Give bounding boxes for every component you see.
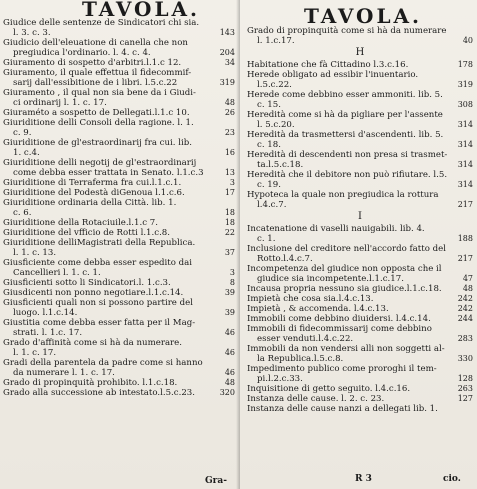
entry-text: Instanza delle cause. l. 2. c. 23. xyxy=(247,394,385,404)
entry-text: Giuriditione del Podestà diGenoua l.1.c.6. xyxy=(3,188,185,198)
index-entry xyxy=(247,384,473,394)
entry-page-number: 319 xyxy=(457,80,473,89)
entry-text: Giuraméto a sospetto de Dellegati.l.1.c 10. xyxy=(3,108,190,118)
entry-reference: esser venduti.l.4.c.22. xyxy=(257,334,354,344)
entry-page-number: 263 xyxy=(457,384,473,393)
entry-page-number: 17 xyxy=(224,188,235,197)
index-entry xyxy=(247,170,473,190)
entry-text: Giusdicenti non ponno negotiare.l.1.c.14. xyxy=(3,288,184,298)
index-entry xyxy=(247,224,473,244)
entry-text: Grado alla successione ab intestato.l.5.c.23. xyxy=(3,388,195,398)
entry-page-number: 319 xyxy=(219,78,235,87)
index-entry xyxy=(3,118,235,138)
entry-text: Giudicio dell'eleuatione di canella che non xyxy=(3,38,188,48)
index-entry xyxy=(3,178,235,188)
entry-text: Heredità che il debitore non può rifiutare. l.5. xyxy=(247,170,448,180)
entry-page-number: 244 xyxy=(457,314,473,323)
index-entry xyxy=(3,228,235,238)
entry-page-number: 178 xyxy=(457,60,473,69)
index-entry xyxy=(3,338,235,358)
right-page-title: TAVOLA. xyxy=(304,4,422,28)
entry-reference: sarij dall'essibitione de i libri. l.5.c.22 xyxy=(13,78,178,88)
entry-page-number: 22 xyxy=(224,228,235,237)
entry-page-number: 37 xyxy=(224,248,235,257)
entry-text: Giuriditione delli negotij de gl'estraordinarij xyxy=(3,158,197,168)
entry-page-number: 39 xyxy=(224,288,235,297)
entry-reference: l.4.c.7. xyxy=(257,200,287,210)
entry-page-number: 3 xyxy=(229,178,235,187)
index-entry xyxy=(247,264,473,284)
right-page xyxy=(240,0,477,489)
entry-page-number: 128 xyxy=(457,374,473,383)
entry-text: Heredità da trasmettersi d'ascendenti. lib. 5. xyxy=(247,130,444,140)
index-entry xyxy=(3,288,235,298)
entry-reference: c. 15. xyxy=(257,100,281,110)
entry-page-number: 314 xyxy=(457,120,473,129)
index-entry xyxy=(247,190,473,210)
index-entry xyxy=(3,88,235,108)
entry-text: Giuriditione delliMagistrati della Republica. xyxy=(3,238,196,248)
index-entry xyxy=(3,278,235,288)
entry-text: Giuramento di sospetto d'arbitri.l.1.c 12. xyxy=(3,58,182,68)
index-entry xyxy=(3,238,235,258)
entry-reference: l.5.c.22. xyxy=(257,80,292,90)
entry-page-number: 308 xyxy=(457,100,473,109)
entry-text: Herede come debbino esser ammoniti. lib. 5. xyxy=(247,90,443,100)
entry-text: Giuramento , il qual non sia bene da i Giudi- xyxy=(3,88,196,98)
entry-text: Grado d'affinità come si hà da numerare. xyxy=(3,338,182,348)
entry-text: Instanza delle cause nanzi a dellegati lib. 1. xyxy=(247,404,438,414)
entry-page-number: 26 xyxy=(224,108,235,117)
entry-reference: c. 19. xyxy=(257,180,281,190)
index-entry xyxy=(3,18,235,38)
entry-page-number: 204 xyxy=(219,48,235,57)
entry-page-number: 48 xyxy=(224,378,235,387)
entry-text: Giuriditione della Rotaciuile.l.1.c 7. xyxy=(3,218,158,228)
index-entry xyxy=(247,130,473,150)
index-entry xyxy=(247,26,473,46)
entry-page-number: 48 xyxy=(224,98,235,107)
entry-text: Immobili di fidecommissarij come debbino xyxy=(247,324,432,334)
index-entry xyxy=(247,404,473,414)
entry-text: Heredità di descendenti non presa si trasmet- xyxy=(247,150,448,160)
entry-page-number: 314 xyxy=(457,160,473,169)
entry-page-number: 46 xyxy=(224,348,235,357)
index-entry xyxy=(247,394,473,404)
entry-reference: ta.l.5.c.18. xyxy=(257,160,304,170)
entry-reference: strati. l. 1.c. 17. xyxy=(13,328,83,338)
entry-text: Giudice delle sentenze de Sindicatori chi sia. xyxy=(3,18,200,28)
entry-page-number: 23 xyxy=(224,128,235,137)
entry-reference: Cancellieri l. 1. c. 1. xyxy=(13,268,101,278)
index-entry xyxy=(3,188,235,198)
right-index-entries xyxy=(247,26,473,414)
entry-text: Giuriditione di Terraferma fra cui.l.1.c.1. xyxy=(3,178,182,188)
entry-reference: luogo. l.1.c.14. xyxy=(13,308,78,318)
entry-reference: c. 1. xyxy=(257,234,276,244)
entry-text: Incompetenza del giudice non opposta che il xyxy=(247,264,442,274)
index-entry xyxy=(247,110,473,130)
entry-text: Giusficiente come debba esser espedito dai xyxy=(3,258,193,268)
entry-reference: pregiudica l'ordinario. l. 4. c. 4. xyxy=(13,48,151,58)
entry-text: Inclusione del creditore nell'accordo fatto del xyxy=(247,244,446,254)
entry-text: Giuriditione del vfficio de Rotti l.1.c.8. xyxy=(3,228,170,238)
left-catchword: Gra- xyxy=(205,476,227,486)
index-entry xyxy=(3,158,235,178)
entry-text: Giusficienti quali non si possono partire del xyxy=(3,298,193,308)
index-entry xyxy=(3,108,235,118)
index-entry xyxy=(247,284,473,294)
entry-page-number: 127 xyxy=(457,394,473,403)
entry-reference: ci ordinarij l. 1. c. 17. xyxy=(13,98,107,108)
entry-page-number: 40 xyxy=(462,36,473,45)
entry-text: Hypoteca la quale non pregiudica la rottura xyxy=(247,190,439,200)
entry-page-number: 143 xyxy=(219,28,235,37)
entry-page-number: 46 xyxy=(224,328,235,337)
entry-reference: l. 3. c. 3. xyxy=(13,28,51,38)
entry-reference: da numerare l. 1. c. 17. xyxy=(13,368,115,378)
entry-text: Giustitia come debba esser fatta per il Mag- xyxy=(3,318,196,328)
index-entry xyxy=(247,324,473,344)
left-index-entries xyxy=(3,18,235,398)
entry-text: Incausa propria nessuno sia giudice.l.1.c.18. xyxy=(247,284,442,294)
entry-text: Impietà , & accomenda. l.4.c.13. xyxy=(247,304,389,314)
index-entry xyxy=(3,68,235,88)
entry-page-number: 217 xyxy=(457,200,473,209)
section-letter-i: I xyxy=(358,211,362,222)
section-letter-h: H xyxy=(355,47,365,58)
entry-page-number: 48 xyxy=(462,284,473,293)
index-entry xyxy=(247,244,473,264)
index-entry xyxy=(247,304,473,314)
entry-page-number: 3 xyxy=(229,268,235,277)
right-catchword: cio. xyxy=(443,474,461,484)
entry-text: Grado di propinquità come si hà da numerare xyxy=(247,26,447,36)
entry-reference: giudice sia incompetente.l.1.c.17. xyxy=(257,274,404,284)
entry-page-number: 39 xyxy=(224,308,235,317)
entry-reference: c. 9. xyxy=(13,128,32,138)
entry-reference: la Republica.l.5.c.8. xyxy=(257,354,344,364)
entry-page-number: 46 xyxy=(224,368,235,377)
entry-reference: c. 6. xyxy=(13,208,32,218)
index-entry xyxy=(247,90,473,110)
entry-page-number: 8 xyxy=(229,278,235,287)
index-entry xyxy=(247,60,473,70)
index-entry xyxy=(3,318,235,338)
index-entry xyxy=(247,150,473,170)
entry-text: Giuriditione ordinaria della Città. lib. 1. xyxy=(3,198,177,208)
index-entry xyxy=(247,294,473,304)
entry-page-number: 18 xyxy=(224,218,235,227)
signature-mark: R 3 xyxy=(355,474,372,484)
entry-reference: l. 1.c.17. xyxy=(257,36,295,46)
index-entry xyxy=(247,344,473,364)
entry-page-number: 47 xyxy=(462,274,473,283)
entry-text: Heredità come si hà da pigliare per l'assente xyxy=(247,110,443,120)
entry-reference: Rotto.l.4.c.7. xyxy=(257,254,313,264)
entry-page-number: 314 xyxy=(457,180,473,189)
index-entry xyxy=(3,38,235,58)
entry-text: Immobili da non vendersi alli non soggetti al- xyxy=(247,344,445,354)
entry-reference: pi.l.2.c.33. xyxy=(257,374,303,384)
entry-page-number: 242 xyxy=(457,294,473,303)
index-entry xyxy=(3,388,235,398)
entry-text: Giuramento, il quale effettua il fidecommif- xyxy=(3,68,192,78)
entry-page-number: 18 xyxy=(224,208,235,217)
entry-reference: l. 5.c.20. xyxy=(257,120,295,130)
entry-text: Giuriditione de gl'estraordinarij fra cui. lib. xyxy=(3,138,192,148)
entry-page-number: 330 xyxy=(457,354,473,363)
entry-reference: l. 1. c. 13. xyxy=(13,248,57,258)
index-entry xyxy=(247,364,473,384)
index-entry xyxy=(3,58,235,68)
entry-text: Habitatione che fà Cittadino l.3.c.16. xyxy=(247,60,409,70)
entry-page-number: 188 xyxy=(457,234,473,243)
entry-page-number: 242 xyxy=(457,304,473,313)
entry-text: Gradi della parentela da padre come si hanno xyxy=(3,358,203,368)
left-page-title: TAVOLA. xyxy=(82,0,200,21)
entry-text: Grado di propinquità prohibito. l.1.c.18. xyxy=(3,378,178,388)
entry-text: Impedimento publico come proroghi il tem- xyxy=(247,364,437,374)
entry-text: Impietà che cosa sia.l.4.c.13. xyxy=(247,294,374,304)
entry-page-number: 16 xyxy=(224,148,235,157)
entry-page-number: 217 xyxy=(457,254,473,263)
entry-text: Incatenatione di vaselli nauigabili. lib. 4. xyxy=(247,224,425,234)
entry-text: Inquisitione di getto seguito. l.4.c.16. xyxy=(247,384,411,394)
entry-reference: l. 1. c. 17. xyxy=(13,348,57,358)
entry-page-number: 314 xyxy=(457,140,473,149)
entry-reference: 1. c.4. xyxy=(13,148,40,158)
entry-page-number: 13 xyxy=(224,168,235,177)
index-entry xyxy=(3,358,235,378)
index-entry xyxy=(3,218,235,228)
entry-page-number: 320 xyxy=(219,388,235,397)
index-entry xyxy=(247,314,473,324)
entry-reference: c. 18. xyxy=(257,140,281,150)
entry-text: Giusficienti sotto li Sindicatori.l. 1.c.3. xyxy=(3,278,171,288)
entry-page-number: 34 xyxy=(224,58,235,67)
entry-reference: come debba esser trattata in Senato. l.1.c.3 xyxy=(13,168,204,178)
index-entry xyxy=(247,70,473,90)
index-entry xyxy=(3,258,235,278)
index-entry xyxy=(3,298,235,318)
entry-text: Immobili come debbino diuidersi. l.4.c.14. xyxy=(247,314,431,324)
entry-text: Giuriditione delli Consoli della ragione. l. 1. xyxy=(3,118,194,128)
index-entry xyxy=(3,198,235,218)
entry-text: Herede obligato ad essibir l'inuentario. xyxy=(247,70,419,80)
index-entry xyxy=(3,138,235,158)
index-entry xyxy=(3,378,235,388)
entry-page-number: 283 xyxy=(457,334,473,343)
